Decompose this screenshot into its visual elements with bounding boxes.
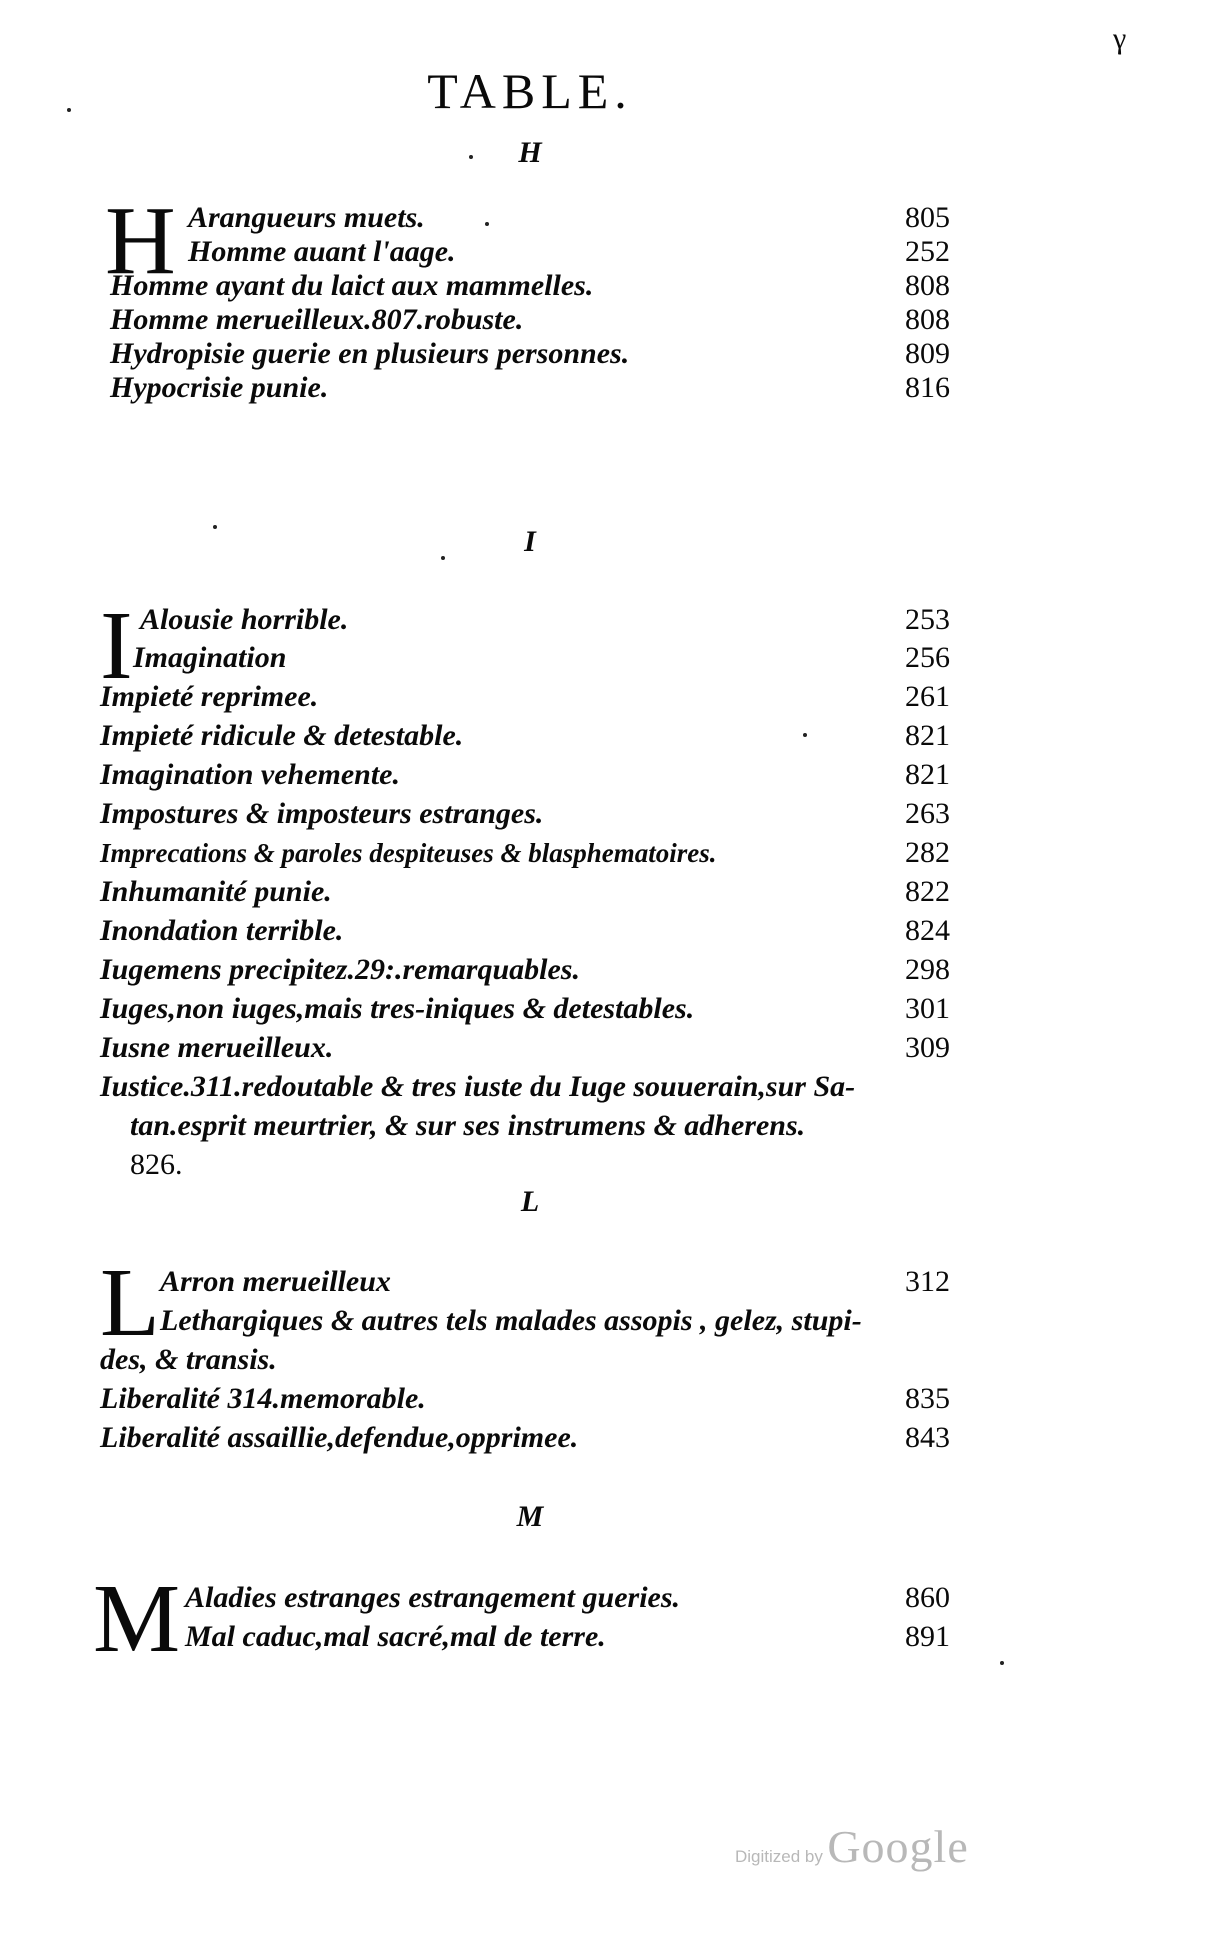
section-letter-h: H xyxy=(518,136,542,169)
wrapped-entry-line: des, & transis. xyxy=(100,1343,277,1376)
entry-text: Hypocrisie punie. xyxy=(110,371,329,404)
entry-page: 821 xyxy=(905,719,950,752)
index-entry xyxy=(0,638,1221,678)
entry-text: Iugemens precipitez.29:.remarquables. xyxy=(100,953,580,986)
print-speck xyxy=(1000,1661,1004,1665)
print-speck xyxy=(67,108,71,112)
entry-page: 312 xyxy=(905,1265,950,1298)
entry-text: Imprecations & paroles despiteuses & blasphematoires. xyxy=(100,838,717,868)
entry-text: Arron merueilleux xyxy=(160,1265,391,1298)
page-title: TABLE. xyxy=(427,63,633,119)
entry-page: 835 xyxy=(905,1382,950,1415)
wrapped-entry-line: Lethargiques & autres tels malades assopis , gelez, stupi- xyxy=(160,1304,862,1337)
print-speck xyxy=(485,222,489,226)
entry-text: Iusne merueilleux. xyxy=(100,1031,334,1064)
index-entry xyxy=(0,872,1221,912)
long-entry-line: 826. xyxy=(130,1148,183,1181)
entry-page: 282 xyxy=(905,836,950,869)
entry-page: 891 xyxy=(905,1620,950,1653)
entry-text: Inhumanité punie. xyxy=(100,875,332,908)
digitized-watermark xyxy=(735,1820,969,1873)
index-entry xyxy=(0,1379,1221,1419)
index-entry xyxy=(0,911,1221,951)
entry-page: 824 xyxy=(905,914,950,947)
entry-page: 808 xyxy=(905,303,950,336)
index-entry xyxy=(0,1617,1221,1657)
entry-text: Imagination vehemente. xyxy=(100,758,400,791)
print-speck xyxy=(213,525,217,529)
index-entry xyxy=(0,716,1221,756)
long-entry-line: Iustice.311.redoutable & tres iuste du Iuge souuerain,sur Sa- xyxy=(100,1070,856,1103)
entry-page: 822 xyxy=(905,875,950,908)
entry-text: Liberalité assaillie,defendue,opprimee. xyxy=(100,1421,579,1454)
index-entry xyxy=(0,989,1221,1029)
entry-text: Iuges,non iuges,mais tres-iniques & detestables. xyxy=(100,992,695,1025)
entry-page: 821 xyxy=(905,758,950,791)
entry-text: Liberalité 314.memorable. xyxy=(100,1382,426,1415)
entry-page: 261 xyxy=(905,680,950,713)
entry-page: 860 xyxy=(905,1581,950,1614)
dropcap-h: H xyxy=(105,187,176,295)
index-entry xyxy=(0,1262,1221,1302)
wrapped-entry xyxy=(100,1301,862,1379)
entry-text: Mal caduc,mal sacré,mal de terre. xyxy=(185,1620,606,1653)
entry-text: Alousie horrible. xyxy=(140,603,349,636)
entry-text: Impieté ridicule & detestable. xyxy=(100,719,464,752)
dropcap-i: I xyxy=(100,592,133,700)
entry-text: Inondation terrible. xyxy=(100,914,344,947)
entry-page: 263 xyxy=(905,797,950,830)
google-logo: Google xyxy=(827,1821,969,1872)
entry-text: Aladies estranges estrangement gueries. xyxy=(185,1581,681,1614)
entry-page: 309 xyxy=(905,1031,950,1064)
entry-text: Imagination xyxy=(133,641,287,674)
dropcap-l: L xyxy=(100,1249,160,1357)
entry-page: 843 xyxy=(905,1421,950,1454)
index-entry xyxy=(0,1578,1221,1618)
index-entry xyxy=(0,950,1221,990)
print-speck xyxy=(469,155,473,159)
entry-page: 809 xyxy=(905,337,950,370)
entry-text: Impostures & imposteurs estranges. xyxy=(100,797,544,830)
print-speck xyxy=(803,733,807,737)
entry-page: 253 xyxy=(905,603,950,636)
print-speck xyxy=(441,556,445,560)
index-entry xyxy=(0,1418,1221,1458)
entry-page: 808 xyxy=(905,269,950,302)
index-entry xyxy=(0,755,1221,795)
entry-text: Homme merueilleux.807.robuste. xyxy=(110,303,524,336)
entry-page: 816 xyxy=(905,371,950,404)
index-entry xyxy=(0,1028,1221,1068)
entry-text: Hydropisie guerie en plusieurs personnes. xyxy=(110,337,630,370)
entry-page: 301 xyxy=(905,992,950,1025)
index-entry xyxy=(0,600,1221,640)
entry-page: 252 xyxy=(905,235,950,268)
index-entry xyxy=(0,368,1221,408)
long-entry-line: tan.esprit meurtrier, & sur ses instrumens & adherens. xyxy=(130,1109,806,1142)
section-letter-m: M xyxy=(516,1500,544,1533)
index-entry xyxy=(0,833,1221,873)
entry-text: Homme auant l'aage. xyxy=(188,235,456,268)
entry-text: Homme ayant du laict aux mammelles. xyxy=(110,269,594,302)
entry-text: Arangueurs muets. xyxy=(188,201,425,234)
section-letter-l: L xyxy=(520,1185,540,1218)
entry-text: Impieté reprimee. xyxy=(100,680,319,713)
digitized-label: Digitized by xyxy=(735,1847,823,1866)
section-letter-i: I xyxy=(524,525,536,558)
entry-page: 256 xyxy=(905,641,950,674)
entry-page: 805 xyxy=(905,201,950,234)
dropcap-m: M xyxy=(93,1565,181,1673)
corner-mark: γ xyxy=(1113,22,1127,55)
long-entry xyxy=(100,1067,855,1184)
index-entry xyxy=(0,677,1221,717)
entry-page: 298 xyxy=(905,953,950,986)
index-entry xyxy=(0,794,1221,834)
